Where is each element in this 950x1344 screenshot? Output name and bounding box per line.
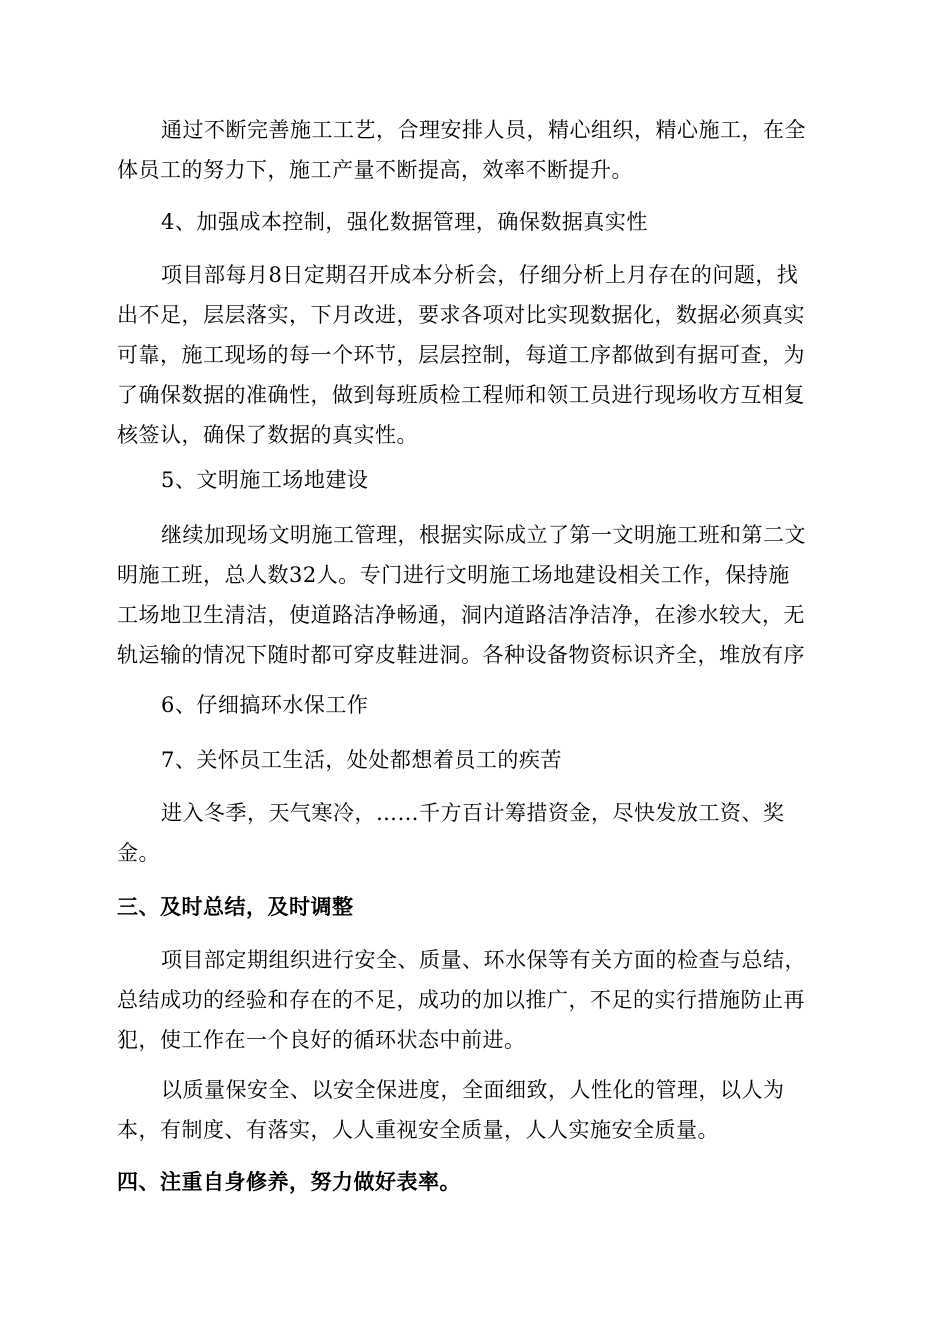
text-line: 进入冬季，天气寒冷，……千方百计筹措资金，尽快发放工资、奖 (161, 801, 785, 825)
text-line: 出不足，层层落实，下月改进，要求各项对比实现数据化，数据必须真实 (117, 303, 805, 327)
paragraph-quality-safety (117, 1070, 837, 1150)
paragraph-winter-wages (117, 793, 837, 873)
text-line: 轨运输的情况下随时都可穿皮鞋进洞。各种设备物资标识齐全，堆放有序 (117, 643, 805, 667)
text-line: 了确保数据的准确性，做到每班质检工程师和领工员进行现场收方互相复 (117, 383, 805, 407)
list-item-text: 7、关怀员工生活，处处都想着员工的疾苦 (161, 748, 562, 772)
text-line: 明施工班，总人数32人。专门进行文明施工场地建设相关工作，保持施 (117, 563, 790, 587)
text-line: 核签认，确保了数据的真实性。 (117, 423, 418, 447)
paragraph-civilized-construction (117, 515, 837, 675)
text-line: 犯，使工作在一个良好的循环状态中前进。 (117, 1028, 526, 1052)
text-line: 项目部每月8日定期召开成本分析会，仔细分析上月存在的问题，找 (161, 263, 799, 287)
paragraph-inspection-summary (117, 940, 837, 1060)
text-line: 体员工的努力下，施工产量不断提高，效率不断提升。 (117, 158, 633, 182)
text-line: 金。 (117, 841, 160, 865)
list-item-environment-protection (117, 685, 837, 725)
paragraph-construction-efficiency (117, 110, 837, 190)
text-line: 继续加现场文明施工管理，根据实际成立了第一文明施工班和第二文 (161, 523, 806, 547)
section-heading: 四、注重自身修养，努力做好表率。 (117, 1169, 461, 1194)
text-line: 项目部定期组织进行安全、质量、环水保等有关方面的检查与总结， (161, 948, 806, 972)
section-heading: 三、及时总结，及时调整 (117, 894, 354, 919)
section-heading-summary-adjust (117, 887, 837, 927)
list-item-text: 5、文明施工场地建设 (161, 468, 369, 492)
text-line: 以质量保安全、以安全保进度，全面细致，人性化的管理，以人为 (161, 1078, 785, 1102)
paragraph-cost-analysis (117, 255, 837, 455)
text-line: 通过不断完善施工工艺，合理安排人员，精心组织，精心施工，在全 (161, 118, 806, 142)
section-heading-self-cultivation (117, 1162, 837, 1202)
list-item-cost-control (117, 202, 837, 242)
text-line: 工场地卫生清洁，使道路洁净畅通，洞内道路洁净洁净，在渗水较大，无 (117, 603, 805, 627)
text-line: 总结成功的经验和存在的不足，成功的加以推广，不足的实行措施防止再 (117, 988, 805, 1012)
list-item-employee-care (117, 740, 837, 780)
text-line: 本，有制度、有落实，人人重视安全质量，人人实施安全质量。 (117, 1118, 719, 1142)
list-item-civilized-construction (117, 460, 837, 500)
list-item-text: 4、加强成本控制，强化数据管理，确保数据真实性 (161, 210, 648, 234)
text-line: 可靠，施工现场的每一个环节，层层控制，每道工序都做到有据可查，为 (117, 343, 805, 367)
list-item-text: 6、仔细搞环水保工作 (161, 693, 369, 717)
